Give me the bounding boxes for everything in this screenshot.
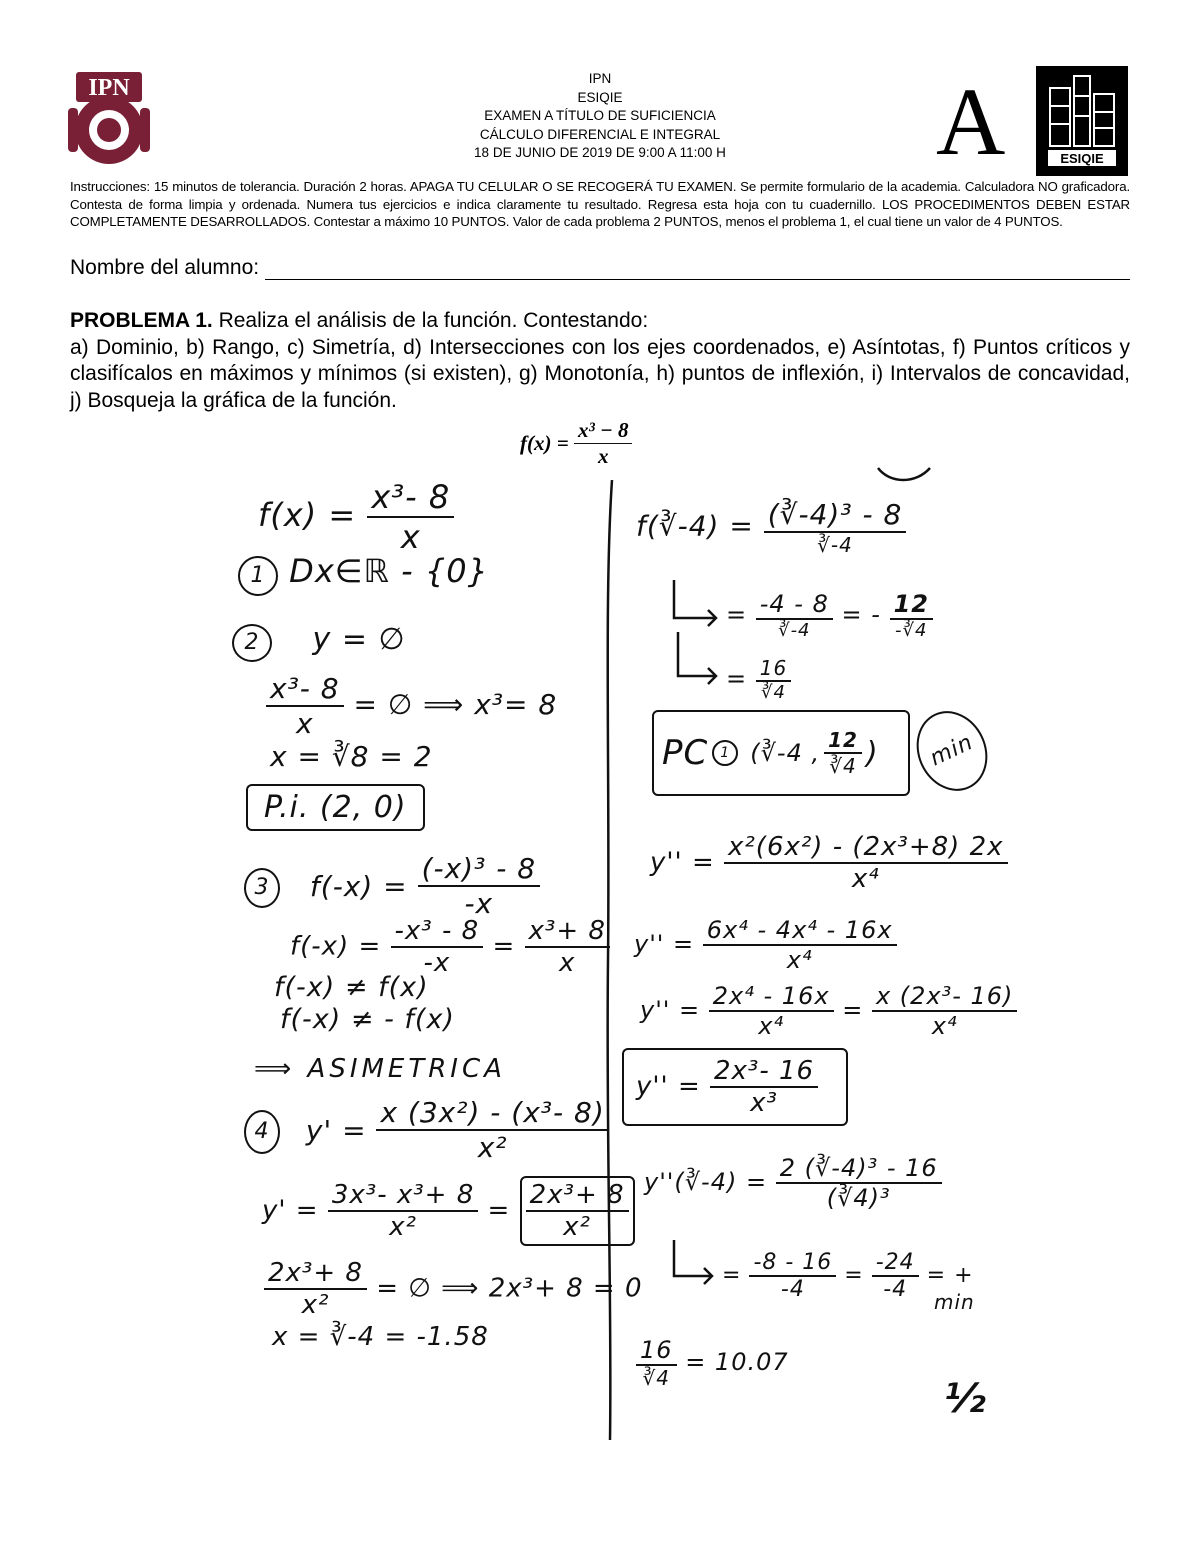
- problem-statement: [70, 308, 1130, 414]
- instructions-text: Instrucciones: 15 minutos de tolerancia. Duración 2 horas. APAGA TU CELULAR O SE RECOGERÁ TU EXAMEN. Se permite formulario de la academia. Calculadora NO graficadora. Contesta de forma limpia y ordenada. Numera tus ejercicios e indica claramente tu resultado. Regresa esta hoja con tu cuadernillo. LOS PROCEDIMENTOS DEBEN ESTAR COMPLETAMENTE DESARROLLADOS. Contestar a máximo 10 PUNTOS. Valor de cada problema 2 PUNTOS, menos el problema 1, el cual tiene un valor de 4 PUNTOS.: [70, 179, 1130, 229]
- hw-num: 2x³+ 8: [526, 1180, 629, 1212]
- problem-intro: Realiza el análisis de la función. Contestando:: [218, 309, 649, 332]
- hw-den: x: [400, 518, 421, 556]
- hw-text: f(∛-4) =: [636, 509, 754, 543]
- hw-num: 2x³+ 8: [264, 1258, 367, 1290]
- hw-den: (∛4)³: [826, 1184, 891, 1212]
- hw-den: x²: [389, 1212, 417, 1242]
- hw-step-number: 3: [244, 868, 280, 908]
- hw-text: =: [722, 1263, 742, 1288]
- hw-fraction: [709, 982, 834, 1040]
- hw-text: y''(∛-4) =: [644, 1168, 768, 1196]
- hw-text: PC: [662, 733, 709, 773]
- hw-text: y'' =: [634, 930, 695, 958]
- problem-title: PROBLEMA 1.: [70, 309, 213, 332]
- hw-text: y'' =: [650, 847, 715, 878]
- hw-step-range: [232, 622, 406, 662]
- hw-den: x⁴: [931, 1012, 958, 1040]
- hw-den: -∛4: [895, 620, 928, 641]
- hw-text: =: [487, 1195, 511, 1226]
- hw-den: x: [559, 948, 576, 978]
- hw-num: 16: [756, 656, 791, 682]
- hw-den: x⁴: [851, 864, 880, 894]
- hw-step-domain: [238, 552, 489, 596]
- hw-step-number: 4: [244, 1110, 280, 1154]
- hw-fraction: [376, 1096, 608, 1164]
- hw-num: -4 - 8: [756, 590, 833, 620]
- hw-num: x (3x²) - (x³- 8): [376, 1096, 608, 1131]
- exam-version-letter: A: [936, 68, 1006, 175]
- formula-denominator: x: [597, 444, 609, 468]
- hw-fraction: [724, 832, 1008, 894]
- hw-step-first-derivative: [244, 1096, 609, 1164]
- hw-text: = ∅ ⟹ x³= 8: [353, 688, 558, 721]
- hw-fraction: [890, 590, 933, 641]
- hw-fraction: [703, 916, 897, 974]
- hw-num: (∛-4)³ - 8: [764, 498, 907, 533]
- header-line: CÁLCULO DIFERENCIAL E INTEGRAL: [479, 126, 721, 142]
- hw-text: f(x) =: [258, 496, 357, 534]
- hw-num: 2x⁴ - 16x: [709, 982, 834, 1012]
- hw-text: y' =: [262, 1195, 319, 1226]
- hw-text: y' =: [305, 1113, 367, 1147]
- hw-num: 12: [890, 590, 933, 620]
- hw-den: ∛4: [642, 1366, 670, 1390]
- hw-step-number: 1: [238, 556, 278, 596]
- hw-critical-value-decimal: [636, 1336, 789, 1390]
- hw-text: = ∅ ⟹ 2x³+ 8 = 0: [376, 1273, 643, 1304]
- hw-fraction: [749, 1250, 836, 1302]
- hw-arrows-icon: [670, 576, 722, 686]
- hw-den: x⁴: [758, 1012, 785, 1040]
- hw-num: (-x)³ - 8: [418, 852, 540, 887]
- hw-step-symmetry: [244, 852, 540, 920]
- hw-text: (∛-4 ,: [750, 739, 821, 767]
- hw-fraction: [391, 916, 484, 978]
- hw-text: = 10.07: [685, 1348, 789, 1376]
- header-line: IPN: [588, 71, 612, 86]
- hw-symmetry-not-even: f(-x) ≠ f(x): [274, 972, 429, 1003]
- student-name-label: Nombre del alumno:: [70, 256, 260, 279]
- hw-fraction: [636, 1336, 677, 1390]
- hw-num: 6x⁴ - 4x⁴ - 16x: [703, 916, 897, 946]
- hw-den: x²: [477, 1131, 508, 1164]
- hw-critical-point-box: [652, 710, 910, 796]
- hw-num: -8 - 16: [749, 1250, 836, 1277]
- hw-fraction: [264, 1258, 367, 1320]
- hw-fraction: [328, 1180, 478, 1242]
- hw-critical-value-result: [726, 656, 791, 703]
- student-name-field[interactable]: [265, 259, 1130, 280]
- hw-text: =: [842, 996, 864, 1024]
- hw-intercept-point-box: P.i. (2, 0): [246, 784, 425, 831]
- hw-second-derivative: [650, 832, 1008, 894]
- hw-critical-value-step: [726, 590, 933, 641]
- hw-subscript: 1: [712, 740, 738, 766]
- hw-den: -4: [883, 1277, 908, 1302]
- hw-den: -x: [464, 887, 494, 920]
- hw-den: x⁴: [786, 946, 813, 974]
- hw-num: 12: [824, 728, 862, 754]
- hw-fraction: [756, 590, 833, 641]
- hw-second-derivative-expanded: [634, 916, 897, 974]
- hw-den: x²: [301, 1290, 330, 1320]
- hw-den: -4: [780, 1277, 805, 1302]
- hw-text: y'' =: [640, 996, 701, 1024]
- header-line: ESIQIE: [577, 89, 623, 105]
- hw-text: =: [492, 931, 516, 962]
- hw-text: =: [726, 664, 748, 693]
- hw-text: f(-x) =: [309, 869, 408, 903]
- hw-fraction: [266, 672, 344, 740]
- hw-den: x³: [750, 1088, 778, 1118]
- ipn-logo-icon: [66, 68, 152, 168]
- hw-fraction: [872, 982, 1017, 1040]
- hw-step-number: 2: [232, 624, 272, 662]
- hw-fraction: [872, 1250, 919, 1302]
- hw-num: 2x³- 16: [710, 1056, 818, 1088]
- hw-evaluate-critical: [636, 498, 906, 557]
- hw-num: 16: [636, 1336, 677, 1366]
- hw-intercept-equation: [266, 672, 557, 740]
- hw-grade-mark: ½: [944, 1376, 987, 1422]
- student-name-row: [70, 252, 1130, 280]
- hw-num: x (2x³- 16): [872, 982, 1017, 1012]
- esiqie-logo-icon: [1036, 66, 1128, 176]
- hw-text: f(-x) =: [290, 931, 382, 962]
- corner-mark-icon: [876, 462, 932, 486]
- hw-text: Dx∈ℝ - {0}: [289, 552, 489, 590]
- hw-critical-solution: x = ∛-4 = -1.58: [272, 1322, 489, 1352]
- hw-num: 3x³- x³+ 8: [328, 1180, 478, 1212]
- hw-num: x³- 8: [367, 478, 454, 518]
- hw-text: y'' =: [636, 1071, 701, 1102]
- header-line: 18 DE JUNIO DE 2019 DE 9:00 A 11:00 H: [474, 145, 726, 160]
- hw-text: = -: [841, 600, 881, 629]
- hw-num: x³- 8: [266, 672, 344, 707]
- hw-second-derivative-box: [622, 1048, 848, 1126]
- svg-text:IPN: IPN: [88, 75, 130, 101]
- svg-text:ESIQIE: ESIQIE: [1060, 151, 1104, 166]
- hw-text: =: [726, 600, 748, 629]
- formula-numerator: x³ − 8: [574, 418, 633, 444]
- hw-fraction: [418, 852, 540, 920]
- hw-asymmetric-conclusion: ⟹ ASIMETRICA: [254, 1054, 506, 1084]
- hw-den: ∛4: [761, 682, 786, 703]
- exam-header: [300, 70, 900, 163]
- hw-fraction: [764, 498, 907, 557]
- hw-den: x²: [563, 1212, 591, 1242]
- hw-den: -x: [423, 948, 451, 978]
- hw-arrow-icon: [668, 1236, 718, 1286]
- hw-symmetry-not-odd: f(-x) ≠ - f(x): [280, 1004, 455, 1035]
- header-line: EXAMEN A TÍTULO DE SUFICIENCIA: [484, 108, 716, 123]
- hw-fraction: [776, 1154, 942, 1212]
- hw-text: y = ∅: [312, 622, 406, 657]
- hw-fraction: [525, 916, 610, 978]
- formula-lhs: f(x) =: [520, 431, 569, 455]
- hw-text: =: [844, 1263, 864, 1288]
- hw-critical-equation: [264, 1258, 643, 1320]
- hw-fraction: [756, 656, 791, 703]
- hw-num: x³+ 8: [525, 916, 610, 948]
- problem-items: a) Dominio, b) Rango, c) Simetría, d) Intersecciones con los ejes coordenados, e) Asíntotas, f) Puntos críticos y clasifícalos en máximos y mínimos (si existen), g) Monotonía, h) puntos de inflexión, i) Intervalos de concavidad, j) Bosqueja la gráfica de la función.: [70, 335, 1130, 412]
- hw-num: -x³ - 8: [391, 916, 484, 948]
- hw-function-definition: [258, 478, 454, 556]
- hw-text: = +: [926, 1263, 974, 1288]
- hw-den: ∛-4: [778, 620, 811, 641]
- hw-symmetry-expanded: [290, 916, 610, 978]
- hw-first-derivative-simplified: [262, 1176, 635, 1246]
- hw-num: x²(6x²) - (2x³+8) 2x: [724, 832, 1008, 864]
- hw-minimum-label: min: [904, 699, 1000, 802]
- hw-intercept-solution: x = ∛8 = 2: [270, 740, 433, 773]
- hw-den: ∛-4: [817, 533, 853, 557]
- hw-minimum-note: min: [934, 1290, 975, 1314]
- formula-fraction: [574, 418, 633, 469]
- hw-num: 2 (∛-4)³ - 16: [776, 1154, 942, 1184]
- hw-second-derivative-simplified: [640, 982, 1017, 1040]
- hw-first-derivative-box: [520, 1176, 635, 1246]
- hw-text: ): [865, 735, 879, 771]
- hw-fraction: [710, 1056, 818, 1118]
- hw-second-derivative-test: [644, 1154, 942, 1212]
- hw-fraction: [824, 728, 862, 778]
- function-formula: [520, 418, 690, 474]
- hw-den: ∛4: [829, 754, 857, 778]
- hw-fraction: [367, 478, 454, 556]
- hw-den: x: [296, 707, 314, 740]
- hw-num: -24: [872, 1250, 919, 1277]
